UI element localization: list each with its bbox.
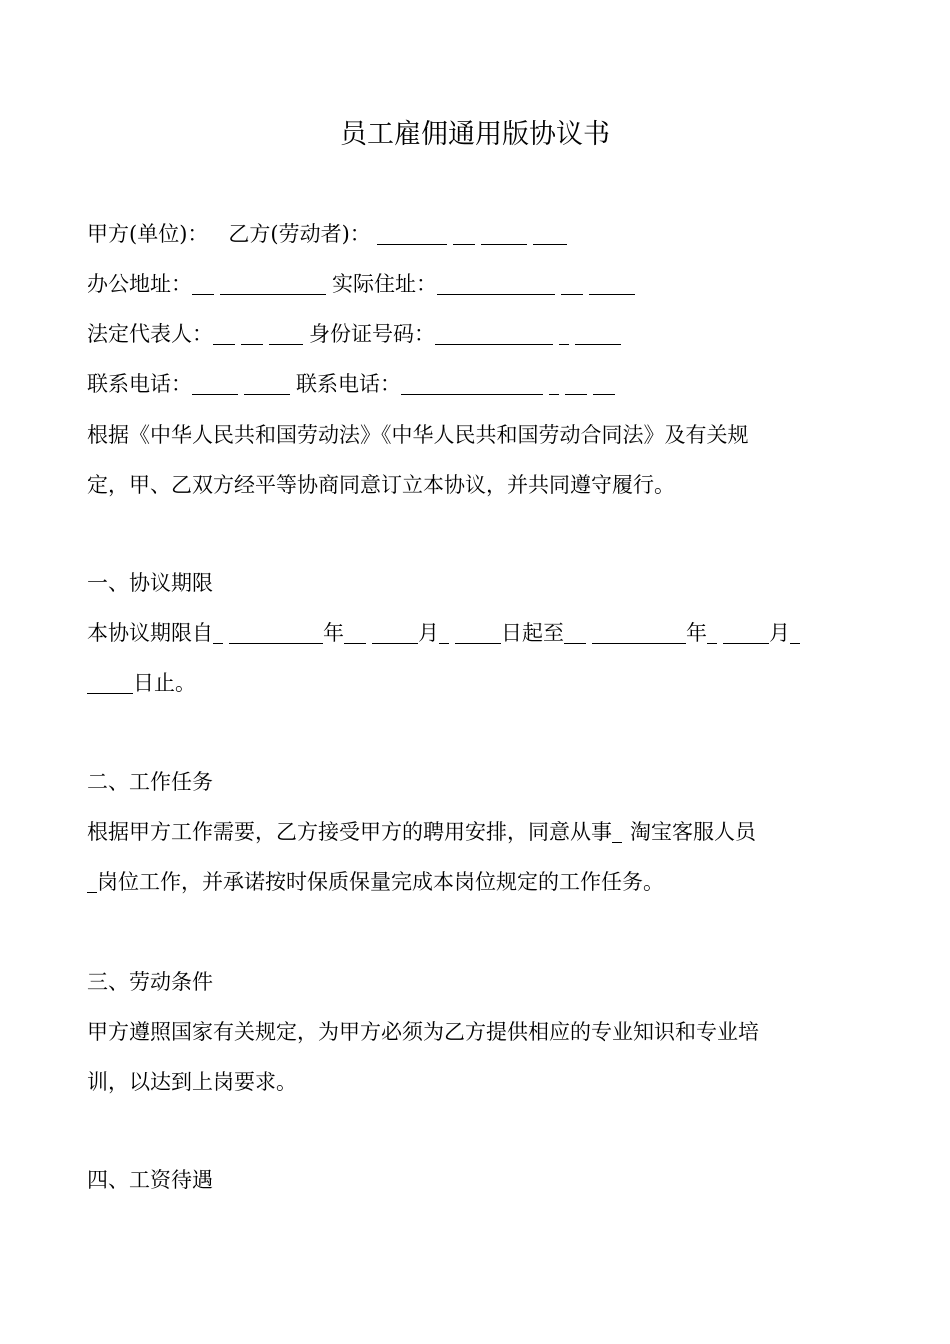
blank-field — [533, 224, 567, 245]
blank-field — [559, 324, 569, 345]
legal-rep-label: 法定代表人： — [87, 322, 213, 346]
blank-field — [592, 623, 686, 644]
blank-field — [589, 274, 635, 295]
blank-field — [244, 374, 290, 395]
blank-field — [575, 324, 621, 345]
blank-field — [213, 623, 223, 644]
section-heading-term: 一、协议期限 — [87, 571, 213, 595]
section-heading-conditions: 三、劳动条件 — [87, 970, 213, 994]
blank-field — [707, 623, 717, 644]
blank-field — [87, 673, 133, 694]
blank-field — [269, 324, 303, 345]
blank-field — [220, 274, 326, 295]
blank-field — [565, 374, 587, 395]
blank-field — [377, 224, 447, 245]
document-title: 员工雇佣通用版协议书 — [340, 119, 610, 150]
blank-field — [453, 224, 475, 245]
tasks-prefix: 根据甲方工作需要，乙方接受甲方的聘用安排，同意从事 — [87, 820, 612, 844]
blank-field — [229, 623, 323, 644]
intro-line-2: 定，甲、乙双方经平等协商同意订立本协议，并共同遵守履行。 — [87, 473, 675, 497]
legal-rep-line — [87, 318, 877, 350]
year-label: 年 — [323, 621, 344, 645]
term-end-line — [87, 667, 877, 699]
blank-field — [435, 324, 553, 345]
blank-field — [549, 374, 559, 395]
address-line — [87, 268, 877, 300]
blank-field — [87, 872, 97, 893]
phone-line — [87, 368, 877, 400]
month-label: 月 — [418, 621, 439, 645]
term-end: 日止。 — [133, 671, 196, 695]
year-label-2: 年 — [686, 621, 707, 645]
phone-label-b: 联系电话： — [296, 372, 401, 396]
blank-field — [437, 274, 555, 295]
section-heading-wages: 四、工资待遇 — [87, 1168, 213, 1192]
blank-field — [372, 623, 418, 644]
section-heading-tasks: 二、工作任务 — [87, 770, 213, 794]
blank-field — [481, 224, 527, 245]
blank-field — [401, 374, 543, 395]
blank-field — [344, 623, 366, 644]
blank-field — [439, 623, 449, 644]
party-b-label: 乙方(劳动者)： — [228, 222, 371, 246]
blank-field — [213, 324, 235, 345]
home-address-label: 实际住址： — [332, 272, 437, 296]
day-to-label: 日起至 — [501, 621, 564, 645]
blank-field — [612, 822, 622, 843]
blank-field — [192, 274, 214, 295]
term-prefix: 本协议期限自 — [87, 621, 213, 645]
intro-line-1: 根据《中华人民共和国劳动法》《中华人民共和国劳动合同法》及有关规 — [87, 423, 749, 447]
phone-label-a: 联系电话： — [87, 372, 192, 396]
blank-field — [192, 374, 238, 395]
party-a-label: 甲方(单位)： — [87, 222, 209, 246]
blank-field — [561, 274, 583, 295]
conditions-line-2: 训，以达到上岗要求。 — [87, 1070, 297, 1094]
blank-field — [723, 623, 769, 644]
id-number-label: 身份证号码： — [309, 322, 435, 346]
blank-field — [241, 324, 263, 345]
term-line — [87, 617, 877, 649]
tasks-line-2 — [87, 866, 877, 898]
tasks-line-2-text: 岗位工作，并承诺按时保质保量完成本岗位规定的工作任务。 — [97, 870, 664, 894]
position-value: 淘宝客服人员 — [630, 820, 756, 844]
blank-field — [593, 374, 615, 395]
blank-field — [790, 623, 800, 644]
conditions-line-1: 甲方遵照国家有关规定，为甲方必须为乙方提供相应的专业知识和专业培 — [87, 1020, 759, 1044]
month-label-2: 月 — [769, 621, 790, 645]
party-line — [87, 218, 877, 250]
blank-field — [455, 623, 501, 644]
tasks-line-1 — [87, 816, 877, 848]
office-address-label: 办公地址： — [87, 272, 192, 296]
blank-field — [564, 623, 586, 644]
